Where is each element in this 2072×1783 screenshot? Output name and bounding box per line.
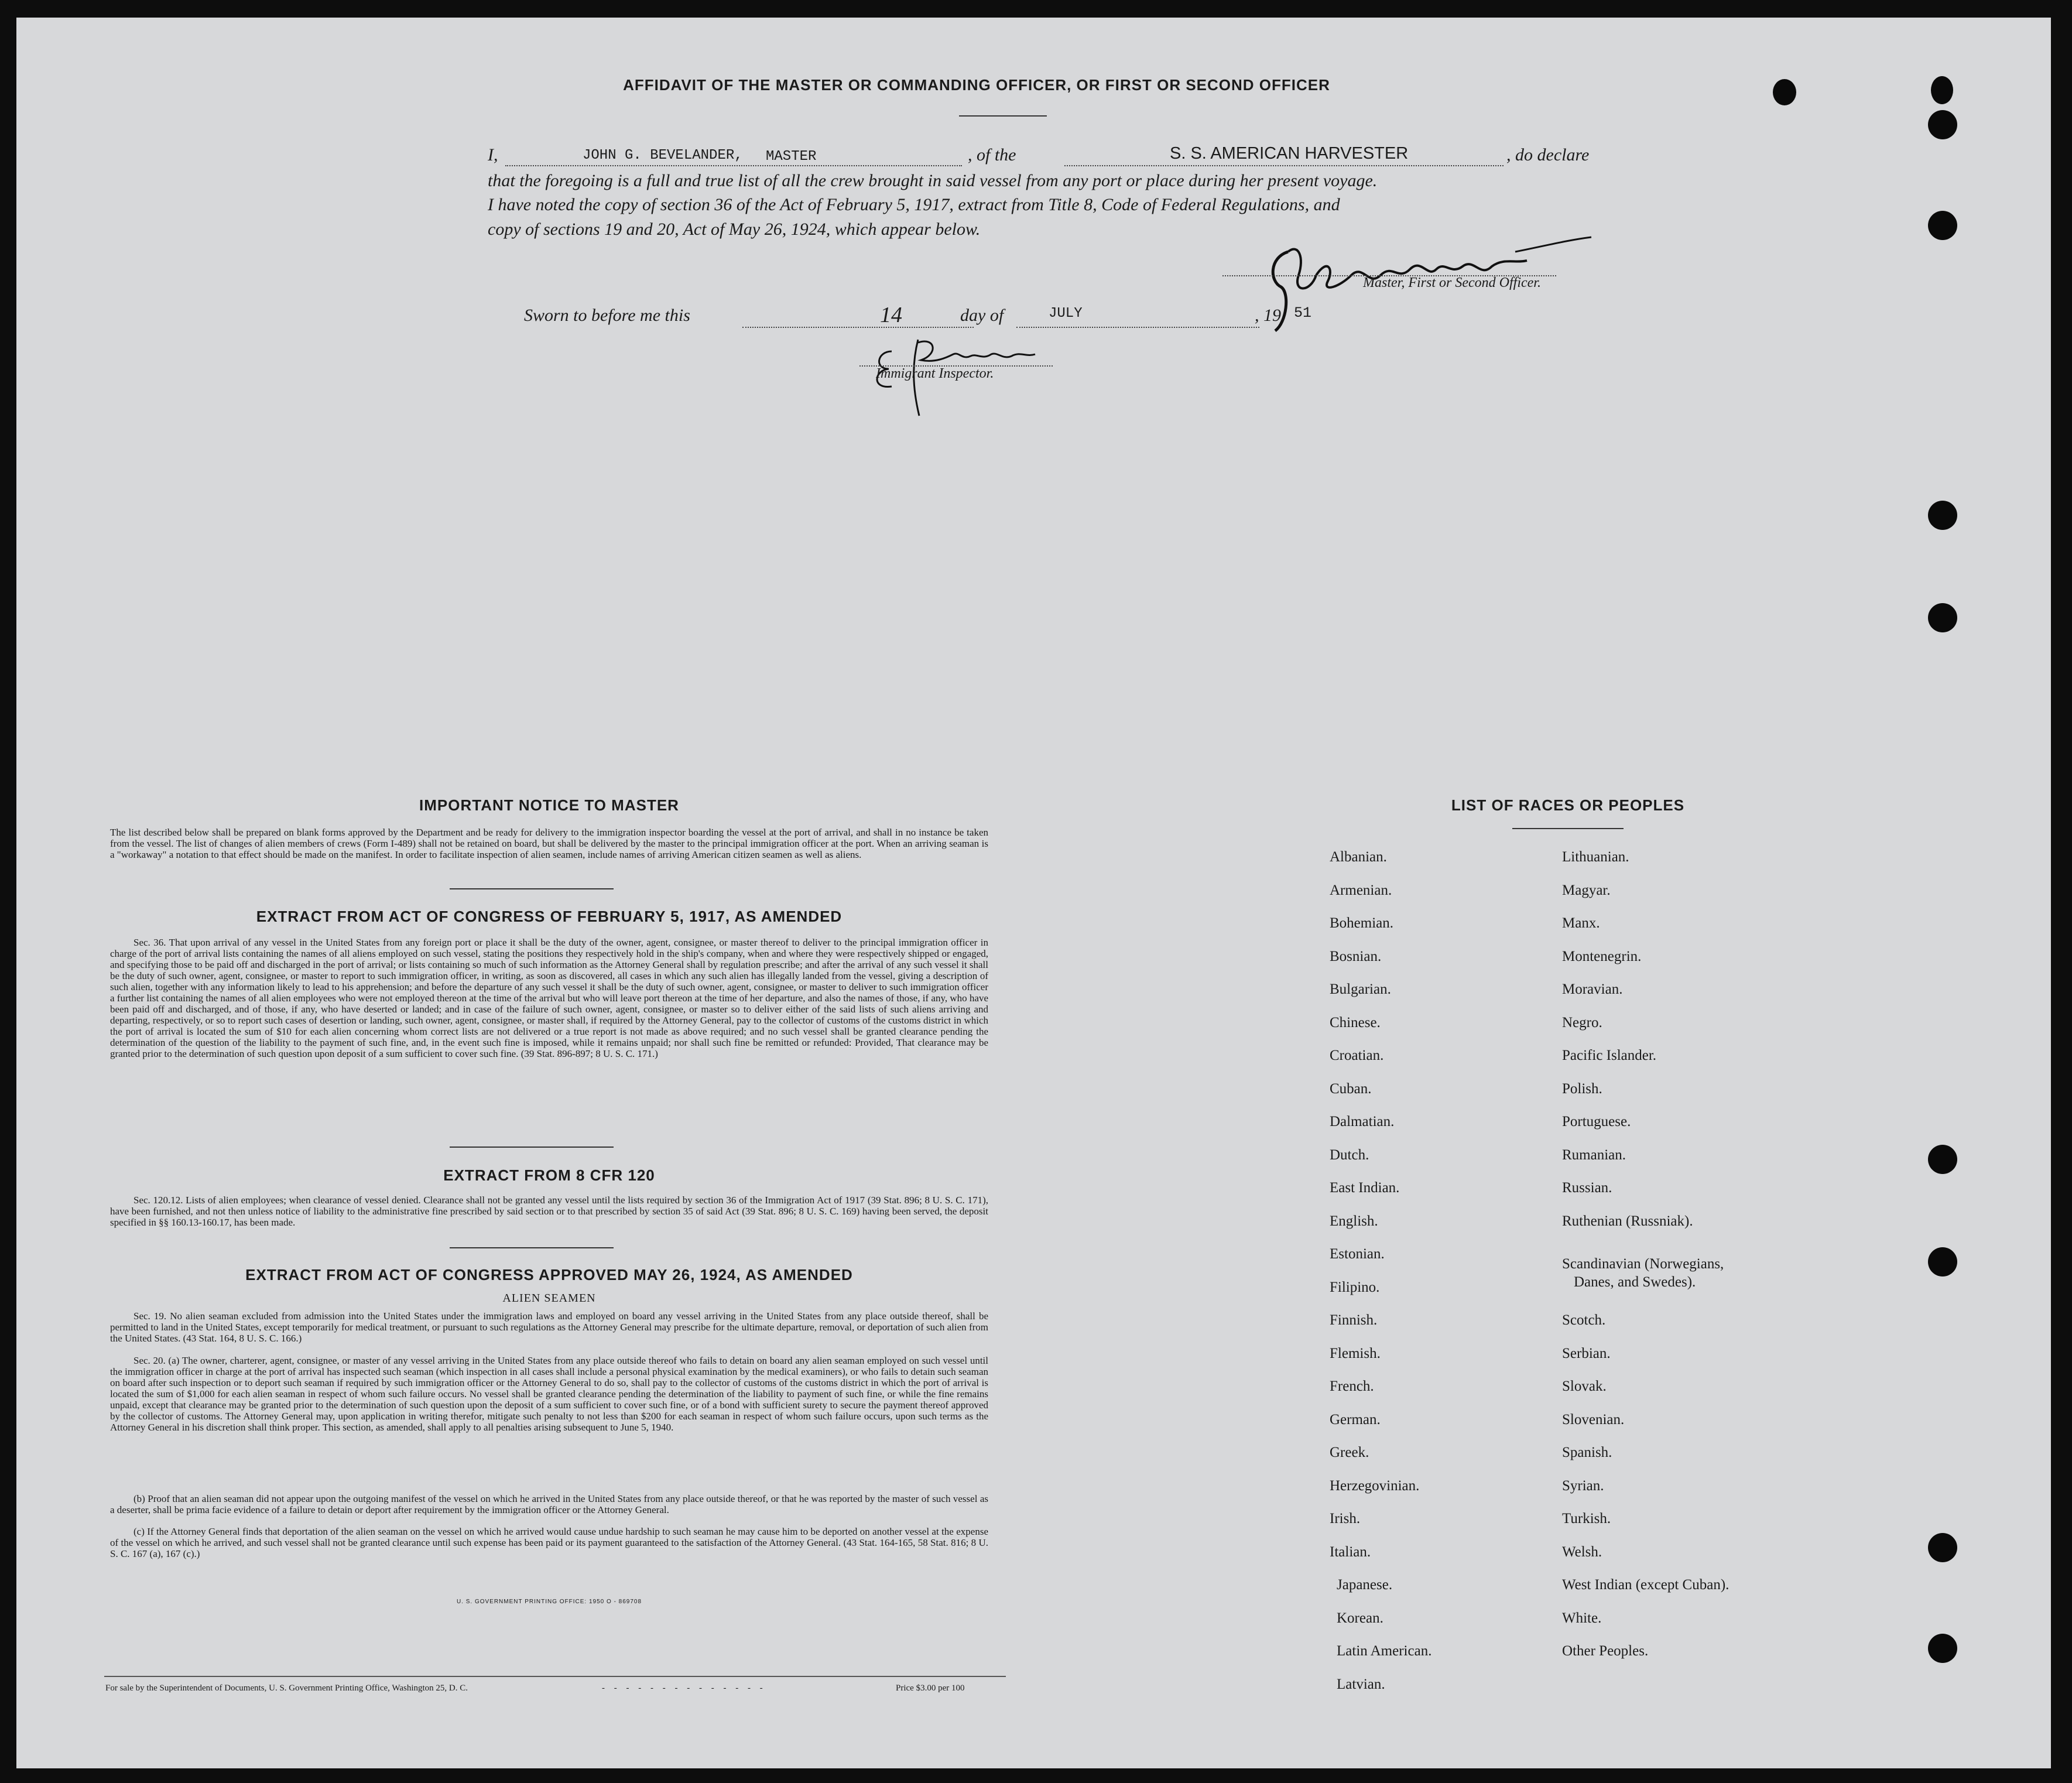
race-item: Bosnian. <box>1330 948 1382 964</box>
sworn-label: Sworn to before me this <box>524 306 690 325</box>
affidavit-title: AFFIDAVIT OF THE MASTER OR COMMANDING OFFICER, OR FIRST OR SECOND OFFICER <box>623 76 1330 94</box>
section-rule <box>450 1247 614 1248</box>
race-item: Turkish. <box>1562 1511 1611 1527</box>
footer-rule <box>104 1676 1006 1677</box>
punch-hole <box>1928 1533 1957 1562</box>
race-item: Greek. <box>1330 1445 1369 1460</box>
section-rule <box>450 888 614 889</box>
footer-dots: - - - - - - - - - - - - - - <box>602 1683 766 1693</box>
race-item: Rumanian. <box>1562 1147 1626 1163</box>
punch-hole <box>1928 1145 1957 1174</box>
race-item: Syrian. <box>1562 1477 1604 1494</box>
extract-1917-title: EXTRACT FROM ACT OF CONGRESS OF FEBRUARY 5, 1917, AS AMENDED <box>256 908 843 925</box>
month-value: JULY <box>1049 306 1083 321</box>
race-item: French. <box>1330 1378 1374 1394</box>
punch-hole <box>1773 79 1796 105</box>
footer-right: Price $3.00 per 100 <box>896 1683 965 1693</box>
races-title-rule <box>1512 828 1624 829</box>
year-value: 51 <box>1294 304 1312 321</box>
race-item: Lithuanian. <box>1562 849 1629 865</box>
race-item: Flemish. <box>1330 1345 1381 1361</box>
race-item: Irish. <box>1330 1511 1361 1527</box>
race-item: Portuguese. <box>1562 1114 1631 1130</box>
vessel-field <box>1064 144 1504 166</box>
race-item: Armenian. <box>1330 882 1392 898</box>
affidavit-line-3: copy of sections 19 and 20, Act of May 26, 1924, which appear below. <box>488 220 981 239</box>
punch-hole <box>1928 603 1957 632</box>
punch-hole <box>1928 211 1957 240</box>
year-prefix: , 19 <box>1255 306 1281 325</box>
race-item: Scotch. <box>1562 1312 1606 1328</box>
race-item: Negro. <box>1562 1014 1602 1031</box>
notice-text: The list described below shall be prepared on blank forms approved by the Department and be ready for delivery to the immigration inspector boarding the vessel at the port of arrival, and shall in no instance be taken from the vessel. The list of changes of alien members of crews (Form I-489) shall not be retained on board, but shall be delivered by the master to the principal immigration officer at the port. When an arriving seaman is a "workaway" a notation to that effect should be made on the manifest. In order to facilitate inspection of alien seamen, include names of arriving American citizen seamen as well as aliens. <box>110 827 988 860</box>
race-item: Danes, and Swedes). <box>1574 1274 1696 1291</box>
race-item: Dalmatian. <box>1330 1114 1395 1130</box>
race-item: Chinese. <box>1330 1014 1381 1031</box>
race-item: East Indian. <box>1330 1180 1400 1196</box>
punch-hole <box>1928 1247 1957 1276</box>
i-label: I, <box>488 145 498 165</box>
punch-hole <box>1928 501 1957 530</box>
race-item: Slovenian. <box>1562 1411 1625 1428</box>
sec20c-text: (c) If the Attorney General finds that deportation of the alien seaman on the vessel on which he arrived would cause undue hardship to such seaman he may cause him to be deported on another vessel at the expense of the vessel on which he arrived, and such vessel shall not be granted clearance until such expense has been paid or its payment guaranteed to the satisfaction of the Attorney General. (43 Stat. 164-165, 58 Stat. 816; 8 U. S. C. 167 (a), 167 (c).) <box>110 1526 988 1559</box>
race-item: Spanish. <box>1562 1445 1612 1460</box>
race-item: Latin American. <box>1337 1643 1432 1659</box>
race-item: Italian. <box>1330 1544 1371 1560</box>
race-item: Other Peoples. <box>1562 1643 1649 1659</box>
inspector-caption: Immigrant Inspector. <box>876 366 994 381</box>
extract-cfr-title: EXTRACT FROM 8 CFR 120 <box>443 1166 655 1184</box>
race-item: Moravian. <box>1562 981 1623 997</box>
race-item: Albanian. <box>1330 849 1387 865</box>
race-item: Manx. <box>1562 915 1600 931</box>
race-item: Bulgarian. <box>1330 981 1391 997</box>
race-item: Finnish. <box>1330 1312 1378 1328</box>
month-field <box>1016 306 1259 328</box>
race-item: Dutch. <box>1330 1147 1369 1163</box>
race-item: Korean. <box>1337 1610 1383 1626</box>
race-item: White. <box>1562 1610 1602 1626</box>
race-item: English. <box>1330 1213 1378 1229</box>
race-item: Polish. <box>1562 1080 1602 1097</box>
printing-office-note: U. S. GOVERNMENT PRINTING OFFICE: 1950 O - 869708 <box>456 1599 642 1605</box>
position-value: MASTER <box>766 149 817 165</box>
race-item: Scandinavian (Norwegians, <box>1562 1255 1724 1272</box>
race-item: Latvian. <box>1337 1676 1385 1692</box>
extract-1917-text: Sec. 36. That upon arrival of any vessel in the United States from any foreign port or place it shall be the duty of the owner, agent, consignee, or master thereof to deliver to the principal immigration officer in charge of the port of arrival lists containing the names of all aliens employed on such vessel, stating the positions they respectively hold in the ship's company, when and where they were respectively shipped or engaged, and specifying those to be paid off and discharged in the port of arrival; or lists containing so much of such information as the Attorney General shall by regulation prescribe; and after the arrival of any such vessel it shall be the duty of such owner, agent, consignee, or master to report to such immigration officer, in writing, as soon as discovered, all cases in which any such alien has illegally landed from the vessel, giving a description of such alien, together with any information likely to lead to his apprehension; and before the departure of any such vessel it shall be the duty of such owner, agent, consignee, or master to deliver to such immigration officer a further list containing the names of all alien employees who were not employed thereon at the time of the arrival but who will leave port thereon at the time of her departure, and also the names of those, if any, who have been paid off and discharged, and of those, if any, who have deserted or landed; and in case of the failure of such owner, agent, consignee, or master so to deliver either of the said lists of such aliens arriving and departing, respectively, or so to report such cases of desertion or landing, such owner, agent, consignee, or master shall, if required by the Attorney General, pay to the collector of customs of the customs district in which the port of arrival is located the sum of $10 for each alien concerning whom correct lists are not delivered or a true report is not made as above required; and no such vessel shall be granted clearance pending the determination of the question of the liability to the payment of such fine, and, in the event such fine is imposed, while it remains unpaid; nor shall such fine be remitted or refunded: Provided, That clearance may be granted prior to the determination of such question upon deposit of a sum sufficient to cover such fine. (39 Stat. 896-897; 8 U. S. C. 171.) <box>110 937 988 1059</box>
sec19-text: Sec. 19. No alien seaman excluded from admission into the United States under the immigration laws and employed on board any vessel arriving in the United States from any place outside thereof, shall be permitted to land in the United States, except temporarily for medical treatment, or pursuant to such regulations as the Attorney General may prescribe for the ultimate departure, removal, or deportation of such alien from the United States. (43 Stat. 164, 8 U. S. C. 166.) <box>110 1310 988 1344</box>
footer-left: For sale by the Superintendent of Documents, U. S. Government Printing Office, Washington 25, D. C. <box>105 1683 468 1693</box>
alien-seamen-subtitle: ALIEN SEAMEN <box>502 1292 596 1305</box>
section-rule <box>450 1147 614 1148</box>
form-page <box>16 18 2051 1768</box>
sec20a-text: Sec. 20. (a) The owner, charterer, agent, consignee, or master of any vessel arriving in the United States from any place outside thereof who fails to detain on board any alien seaman employed on such vessel until the immigration officer in charge at the port of arrival has inspected such seaman (which inspection in all cases shall include a personal physical examination by the medical examiners), or who fails to detain such seaman on board after such inspection or to deport such seaman if required by such immigration officer or the Attorney General to do so, shall pay to the collector of customs of the customs district in which the port of arrival is located the sum of $1,000 for each alien seaman in respect of whom such failure occurs. No vessel shall be granted clearance pending the determination of the liability to payment of such fine, or while the fine remains unpaid, except that clearance may be granted prior to the determination of such question upon the deposit of a sum sufficient to cover such fine, or of a bond with sufficient surety to secure the payment thereof approved by the collector of customs. The Attorney General may, upon application in writing therefor, mitigate such penalty to not less than $200 for each seaman in respect of whom such failure occurs, upon such terms as the Attorney General in his discretion shall think proper. This section, as amended, shall apply to all penalties arising subsequent to June 5, 1940. <box>110 1355 988 1433</box>
affidavit-line-1: that the foregoing is a full and true list of all the crew brought in said vessel from any port or place during her present voyage. <box>488 171 1378 190</box>
race-item: Herzegovinian. <box>1330 1477 1420 1494</box>
punch-hole <box>1931 76 1953 104</box>
notice-title: IMPORTANT NOTICE TO MASTER <box>419 796 679 814</box>
race-item: Magyar. <box>1562 882 1611 898</box>
title-rule <box>959 115 1047 117</box>
sec20b-text: (b) Proof that an alien seaman did not appear upon the outgoing manifest of the vessel on which he arrived in the United States from any place outside thereof, or that he was reported by the master of such vessel as a deserter, shall be prima facie evidence of a failure to detain or deport after requirement by the immigration officer or the Attorney General. <box>110 1493 988 1515</box>
day-field <box>742 303 974 328</box>
vessel-value: S. S. AMERICAN HARVESTER <box>1170 144 1409 163</box>
race-item: Pacific Islander. <box>1562 1048 1657 1063</box>
day-value: 14 <box>880 303 902 327</box>
extract-1924-title: EXTRACT FROM ACT OF CONGRESS APPROVED MAY 26, 1924, AS AMENDED <box>245 1266 853 1284</box>
race-item: Montenegrin. <box>1562 948 1642 964</box>
punch-hole <box>1928 1634 1957 1663</box>
race-item: Cuban. <box>1330 1080 1372 1097</box>
race-item: Ruthenian (Russniak). <box>1562 1213 1693 1229</box>
race-item: West Indian (except Cuban). <box>1562 1577 1729 1593</box>
race-item: Japanese. <box>1337 1577 1393 1593</box>
race-item: Croatian. <box>1330 1048 1384 1063</box>
races-title: LIST OF RACES OR PEOPLES <box>1451 796 1685 814</box>
race-item: Slovak. <box>1562 1378 1607 1394</box>
punch-hole <box>1928 110 1957 139</box>
name-field <box>505 148 962 166</box>
day-of-label: day of <box>960 306 1004 325</box>
race-item: Estonian. <box>1330 1246 1385 1262</box>
name-value: JOHN G. BEVELANDER, <box>583 148 743 163</box>
race-item: Filipino. <box>1330 1279 1380 1295</box>
race-item: German. <box>1330 1411 1381 1428</box>
race-item: Russian. <box>1562 1180 1612 1196</box>
extract-cfr-text: Sec. 120.12. Lists of alien employees; when clearance of vessel denied. Clearance shall not be granted any vessel until the lists required by section 36 of the Immigration Act of 1917 (39 Stat. 896; 8 U. S. C. 171), have been furnished, and not then unless notice of liability to the administrative fine prescribed by said section or to that prescribed by section 35 of said Act (39 Stat. 896; 8 U. S. C. 169) having been served, the deposit specified in §§ 160.13-160.17, has been made. <box>110 1195 988 1228</box>
do-declare-label: , do declare <box>1506 145 1590 165</box>
race-item: Serbian. <box>1562 1345 1611 1361</box>
master-caption: Master, First or Second Officer. <box>1363 275 1541 290</box>
affidavit-line-2: I have noted the copy of section 36 of the Act of February 5, 1917, extract from Title 8, Code of Federal Regulations, and <box>488 195 1340 214</box>
race-item: Bohemian. <box>1330 915 1394 931</box>
of-the-label: , of the <box>968 145 1016 165</box>
race-item: Welsh. <box>1562 1544 1602 1560</box>
